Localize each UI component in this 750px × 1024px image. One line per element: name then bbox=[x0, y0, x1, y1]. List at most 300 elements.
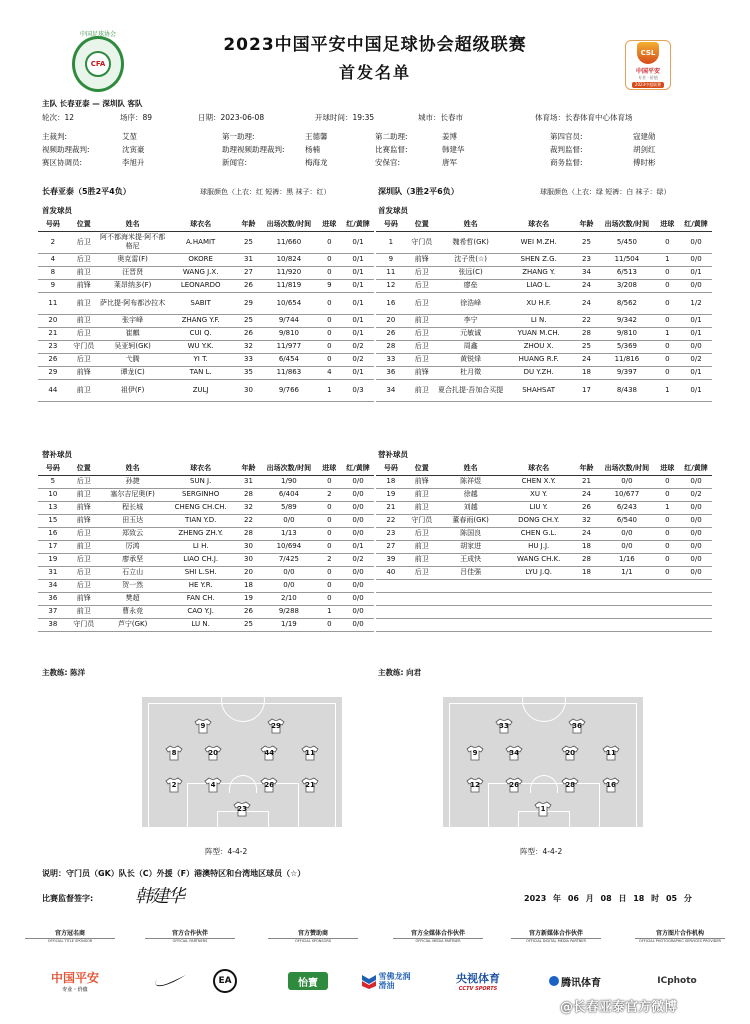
table-cell: 周鑫 bbox=[438, 340, 504, 353]
cctv-text: 央视体育 bbox=[456, 972, 500, 985]
table-cell: 6/454 bbox=[261, 353, 316, 366]
cfa-ring-text: 中国足球协会 bbox=[79, 31, 116, 38]
away-starters-table bbox=[376, 219, 712, 402]
table-cell: 0/1 bbox=[342, 266, 374, 279]
table-row bbox=[38, 514, 374, 527]
table-cell: 莱昂纳多(F) bbox=[100, 279, 166, 292]
csl-sub: 专业 · 价值 bbox=[638, 75, 658, 80]
center-arc bbox=[221, 678, 265, 722]
sponsor-cn: 官方新媒体合作伙伴 bbox=[528, 930, 583, 937]
shirt-number: 33 bbox=[499, 721, 509, 730]
table-cell: 前锋 bbox=[406, 475, 438, 488]
icphoto-text: ICphoto bbox=[657, 976, 697, 986]
table-row bbox=[376, 514, 712, 527]
table-row bbox=[38, 540, 374, 553]
sponsor-labels bbox=[0, 928, 750, 948]
table-cell: 31 bbox=[236, 253, 262, 266]
table-row bbox=[38, 253, 374, 266]
player-shirt bbox=[466, 745, 484, 761]
table-cell: 后卫 bbox=[406, 292, 438, 314]
table-cell: 1/19 bbox=[261, 618, 316, 631]
official-label: 视频助理裁判: bbox=[42, 145, 90, 154]
table-cell bbox=[376, 605, 406, 618]
away-coach: 主教练: 向君 bbox=[378, 668, 422, 677]
column-header: 位置 bbox=[406, 463, 438, 475]
column-header: 球衣名 bbox=[504, 463, 574, 475]
table-cell: 崔麒 bbox=[100, 327, 166, 340]
table-cell: 38 bbox=[38, 618, 68, 631]
home-formation: 阵型：4-4-2 bbox=[205, 847, 248, 856]
table-cell: 程长城 bbox=[100, 501, 166, 514]
table-cell: 0/0 bbox=[599, 540, 654, 553]
column-header: 号码 bbox=[38, 219, 68, 231]
official-value: 杨楠 bbox=[305, 145, 320, 154]
table-cell: 1 bbox=[655, 327, 681, 340]
kickoff-time: 开球时间：19:35 bbox=[315, 113, 375, 122]
table-cell: 32 bbox=[236, 340, 262, 353]
table-cell: 19 bbox=[236, 592, 262, 605]
table-cell: CAO Y.J. bbox=[166, 605, 236, 618]
table-cell: 0 bbox=[317, 475, 343, 488]
table-cell: 0/0 bbox=[599, 527, 654, 540]
table-cell: 0/1 bbox=[680, 266, 712, 279]
table-cell: 0 bbox=[655, 340, 681, 353]
table-row bbox=[376, 379, 712, 401]
official-value: 寇建勋 bbox=[633, 132, 656, 141]
shirt-number: 4 bbox=[210, 780, 216, 789]
table-cell: 17 bbox=[38, 540, 68, 553]
table-cell: 0 bbox=[655, 366, 681, 379]
table-cell: 0/2 bbox=[680, 488, 712, 501]
table-cell: 28 bbox=[376, 340, 406, 353]
shirt-number: 8 bbox=[171, 748, 177, 757]
table-cell: 32 bbox=[574, 514, 600, 527]
table-cell: SHI L.SH. bbox=[166, 566, 236, 579]
table-cell: XU Y. bbox=[504, 488, 574, 501]
table-cell: 18 bbox=[574, 566, 600, 579]
table-cell: 前锋 bbox=[68, 592, 100, 605]
column-header: 红/黄牌 bbox=[342, 463, 374, 475]
table-cell bbox=[504, 618, 574, 631]
table-row bbox=[38, 475, 374, 488]
table-cell: 0/0 bbox=[342, 501, 374, 514]
table-cell: 0/0 bbox=[261, 514, 316, 527]
table-row bbox=[376, 353, 712, 366]
table-cell: LI H. bbox=[166, 540, 236, 553]
away-subs-table bbox=[376, 463, 712, 632]
shirt-number: 2 bbox=[171, 780, 177, 789]
away-kit: 球服颜色（上衣：绿 短裤：白 袜子：绿） bbox=[540, 188, 671, 196]
pingan-text: 中国平安 bbox=[50, 971, 99, 985]
table-cell: DONG CH.Y. bbox=[504, 514, 574, 527]
table-row bbox=[38, 266, 374, 279]
table-cell bbox=[574, 605, 600, 618]
table-cell bbox=[655, 605, 681, 618]
shirt-number: 34 bbox=[509, 748, 519, 757]
table-cell: 0 bbox=[655, 353, 681, 366]
table-cell: 23 bbox=[376, 527, 406, 540]
table-cell: 33 bbox=[236, 353, 262, 366]
table-cell: 前锋 bbox=[68, 366, 100, 379]
table-cell bbox=[574, 579, 600, 592]
table-cell: 24 bbox=[574, 279, 600, 292]
table-cell: 4 bbox=[38, 253, 68, 266]
sponsor-en: OFFICIAL TITLE SPONSOR bbox=[25, 938, 115, 943]
table-cell: 28 bbox=[574, 553, 600, 566]
table-cell: 后卫 bbox=[68, 553, 100, 566]
player-shirt bbox=[602, 777, 620, 793]
table-cell: 吴亚轲(GK) bbox=[100, 340, 166, 353]
table-cell bbox=[504, 579, 574, 592]
table-cell: 22 bbox=[574, 314, 600, 327]
column-header: 年龄 bbox=[574, 463, 600, 475]
ea-circle-icon bbox=[213, 969, 237, 993]
column-header: 年龄 bbox=[574, 219, 600, 231]
column-header: 年龄 bbox=[236, 463, 262, 475]
table-cell: 33 bbox=[376, 353, 406, 366]
table-cell: 22 bbox=[376, 514, 406, 527]
table-cell: 前卫 bbox=[68, 266, 100, 279]
table-cell: 陈国良 bbox=[438, 527, 504, 540]
table-cell: 1/1 bbox=[599, 566, 654, 579]
table-cell: 18 bbox=[376, 475, 406, 488]
table-cell: 后卫 bbox=[68, 327, 100, 340]
table-cell: LU N. bbox=[166, 618, 236, 631]
table-cell bbox=[406, 579, 438, 592]
sponsor-cn: 官方赞助商 bbox=[297, 930, 328, 937]
table-cell: 30 bbox=[236, 379, 262, 401]
table-row bbox=[38, 379, 374, 401]
table-cell: CUI Q. bbox=[166, 327, 236, 340]
shirt-number: 26 bbox=[264, 780, 275, 789]
table-cell: 0 bbox=[655, 279, 681, 292]
table-cell: 11 bbox=[38, 292, 68, 314]
yibao-text: 怡寶 bbox=[298, 977, 318, 989]
table-cell: 18 bbox=[574, 366, 600, 379]
table-cell bbox=[655, 579, 681, 592]
table-cell: 0/2 bbox=[342, 340, 374, 353]
title-line2: 首发名单 bbox=[338, 63, 411, 82]
sponsor-label bbox=[511, 928, 601, 943]
table-cell bbox=[438, 579, 504, 592]
home-subs-table bbox=[38, 463, 374, 632]
table-row bbox=[376, 553, 712, 566]
table-cell: 28 bbox=[236, 527, 262, 540]
table-cell: 1/90 bbox=[261, 475, 316, 488]
csl-shield-icon bbox=[637, 42, 659, 64]
table-cell: 9/766 bbox=[261, 379, 316, 401]
table-cell: 19 bbox=[376, 488, 406, 501]
table-cell: ZHANG Y.F. bbox=[166, 314, 236, 327]
table-cell: 前卫 bbox=[406, 553, 438, 566]
table-cell: SERGINHO bbox=[166, 488, 236, 501]
table-cell: 芦宁(GK) bbox=[100, 618, 166, 631]
table-cell: 前卫 bbox=[68, 605, 100, 618]
empty-row bbox=[376, 618, 712, 631]
column-header: 球衣名 bbox=[166, 219, 236, 231]
column-header: 姓名 bbox=[438, 219, 504, 231]
table-cell: 0/0 bbox=[680, 501, 712, 514]
nike-logo bbox=[150, 966, 190, 996]
match-no: 场序：89 bbox=[120, 113, 153, 122]
table-cell: 10/824 bbox=[261, 253, 316, 266]
table-cell: 11/816 bbox=[599, 353, 654, 366]
table-cell: OKORE bbox=[166, 253, 236, 266]
shirt-number: 28 bbox=[565, 780, 576, 789]
table-cell: 8/562 bbox=[599, 292, 654, 314]
table-cell: 30 bbox=[236, 540, 262, 553]
table-cell: 后卫 bbox=[406, 279, 438, 292]
table-cell bbox=[406, 618, 438, 631]
official-label: 助理视频助理裁判: bbox=[222, 145, 285, 154]
table-cell: 11 bbox=[376, 266, 406, 279]
table-cell: 田玉达 bbox=[100, 514, 166, 527]
table-row bbox=[376, 253, 712, 266]
table-cell: 39 bbox=[376, 553, 406, 566]
column-header: 红/黄牌 bbox=[680, 463, 712, 475]
table-cell: 2/10 bbox=[261, 592, 316, 605]
column-header: 位置 bbox=[68, 463, 100, 475]
column-header: 出场次数/时间 bbox=[599, 463, 654, 475]
table-row bbox=[38, 353, 374, 366]
table-cell: 奥克雷(F) bbox=[100, 253, 166, 266]
table-cell: 10/677 bbox=[599, 488, 654, 501]
table-cell: 守门员 bbox=[406, 514, 438, 527]
table-cell bbox=[376, 592, 406, 605]
tencent-text: 腾讯体育 bbox=[561, 977, 601, 989]
table-cell: HE Y.R. bbox=[166, 579, 236, 592]
tencent-logo bbox=[545, 966, 605, 996]
table-cell: 谭龙(C) bbox=[100, 366, 166, 379]
table-cell: 前卫 bbox=[406, 488, 438, 501]
table-cell: 0 bbox=[317, 314, 343, 327]
table-cell: 25 bbox=[574, 231, 600, 253]
table-cell: 36 bbox=[38, 592, 68, 605]
column-header: 进球 bbox=[655, 463, 681, 475]
official-value: 梅海龙 bbox=[305, 158, 328, 167]
table-row bbox=[38, 501, 374, 514]
table-cell bbox=[680, 592, 712, 605]
table-cell: 0/0 bbox=[680, 475, 712, 488]
table-row bbox=[38, 566, 374, 579]
table-cell: 8 bbox=[38, 266, 68, 279]
table-cell: 0 bbox=[655, 527, 681, 540]
table-row bbox=[376, 231, 712, 253]
player-shirt bbox=[301, 777, 319, 793]
table-row bbox=[376, 527, 712, 540]
table-cell: 0 bbox=[317, 353, 343, 366]
table-cell: YI T. bbox=[166, 353, 236, 366]
table-cell: 0/1 bbox=[680, 327, 712, 340]
table-cell: 31 bbox=[38, 566, 68, 579]
table-row bbox=[38, 327, 374, 340]
table-cell: 20 bbox=[38, 314, 68, 327]
table-row bbox=[38, 488, 374, 501]
table-cell: 廖垒 bbox=[438, 279, 504, 292]
table-cell: 0/0 bbox=[680, 540, 712, 553]
chevron-icon bbox=[362, 973, 376, 989]
home-away: 主队 长春亚泰 — 深圳队 客队 bbox=[42, 99, 143, 108]
table-cell: ZHANG Y. bbox=[504, 266, 574, 279]
table-row bbox=[376, 279, 712, 292]
table-row bbox=[38, 292, 374, 314]
table-cell: 24 bbox=[574, 488, 600, 501]
column-header: 姓名 bbox=[438, 463, 504, 475]
table-cell: 11/819 bbox=[261, 279, 316, 292]
player-shirt bbox=[466, 777, 484, 793]
table-cell: 26 bbox=[236, 327, 262, 340]
table-cell: 前卫 bbox=[68, 540, 100, 553]
table-cell: 5/369 bbox=[599, 340, 654, 353]
table-cell: 樊超 bbox=[100, 592, 166, 605]
table-cell: 0 bbox=[655, 540, 681, 553]
table-cell: 9 bbox=[38, 279, 68, 292]
home-starters-table bbox=[38, 219, 374, 402]
table-cell: 张宇峰 bbox=[100, 314, 166, 327]
official-label: 第四官员: bbox=[550, 132, 583, 141]
official-value: 胡剑红 bbox=[633, 145, 656, 154]
table-cell: 32 bbox=[236, 501, 262, 514]
table-cell: 0/0 bbox=[342, 579, 374, 592]
table-cell: 0/0 bbox=[342, 566, 374, 579]
table-cell: 0/1 bbox=[342, 314, 374, 327]
title-line1: 2023中国平安中国足球协会超级联赛 bbox=[223, 35, 527, 55]
table-cell: 0/0 bbox=[342, 475, 374, 488]
table-cell: 9 bbox=[376, 253, 406, 266]
column-header: 进球 bbox=[317, 219, 343, 231]
table-cell: XU H.F. bbox=[504, 292, 574, 314]
table-row bbox=[376, 366, 712, 379]
shirt-number: 1 bbox=[540, 804, 546, 813]
player-shirt bbox=[568, 718, 586, 734]
column-header: 红/黄牌 bbox=[342, 219, 374, 231]
shirt-number: 44 bbox=[264, 748, 275, 757]
table-cell: 7/425 bbox=[261, 553, 316, 566]
table-cell: 守门员 bbox=[68, 340, 100, 353]
table-cell: 0/0 bbox=[680, 566, 712, 579]
table-row bbox=[376, 488, 712, 501]
table-cell: 0/1 bbox=[342, 540, 374, 553]
table-cell: 18 bbox=[236, 579, 262, 592]
table-cell: 前卫 bbox=[68, 379, 100, 401]
csl-title: 中国平安 bbox=[635, 68, 660, 75]
table-cell: 0/0 bbox=[680, 514, 712, 527]
shirt-number: 36 bbox=[572, 721, 582, 730]
table-cell: 0/0 bbox=[680, 253, 712, 266]
table-cell: 16 bbox=[376, 292, 406, 314]
column-header: 位置 bbox=[68, 219, 100, 231]
nike-swoosh-icon bbox=[153, 974, 187, 988]
shirt-number: 12 bbox=[470, 780, 480, 789]
table-cell: 24 bbox=[574, 292, 600, 314]
table-cell: 11/977 bbox=[261, 340, 316, 353]
table-cell: 夏合扎提·吾加合买提 bbox=[438, 379, 504, 401]
player-shirt bbox=[204, 745, 222, 761]
table-row bbox=[38, 527, 374, 540]
weibo-watermark: @长春亚泰官方微博 bbox=[560, 1000, 678, 1015]
table-cell: 徐浩峰 bbox=[438, 292, 504, 314]
table-cell: 塞尔吉尼奥(F) bbox=[100, 488, 166, 501]
table-cell: 21 bbox=[38, 327, 68, 340]
table-header bbox=[376, 219, 712, 231]
table-cell: 0/1 bbox=[680, 379, 712, 401]
table-row bbox=[38, 618, 374, 631]
center-arc bbox=[522, 678, 566, 722]
city: 城市：长春市 bbox=[418, 113, 463, 122]
table-cell: 陈祥煜 bbox=[438, 475, 504, 488]
official-value: 王德馨 bbox=[305, 132, 328, 141]
table-cell: 0/0 bbox=[261, 566, 316, 579]
table-cell: 后卫 bbox=[68, 527, 100, 540]
sponsor-en: OFFICIAL SPONSORS bbox=[268, 938, 358, 943]
table-cell: 9/342 bbox=[599, 314, 654, 327]
player-shirt bbox=[495, 718, 513, 734]
table-cell: 34 bbox=[376, 379, 406, 401]
sponsor-label bbox=[268, 928, 358, 943]
sponsor-en: OFFICIAL PHOTOGRAPHIC SERVICES PROVIDER bbox=[635, 938, 725, 943]
table-cell bbox=[574, 618, 600, 631]
table-cell: 刘越 bbox=[438, 501, 504, 514]
table-cell: 6/243 bbox=[599, 501, 654, 514]
table-cell: A.HAMIT bbox=[166, 231, 236, 253]
table-cell: 2 bbox=[317, 488, 343, 501]
table-cell: LI N. bbox=[504, 314, 574, 327]
table-cell: 2 bbox=[317, 553, 343, 566]
table-cell: 0 bbox=[655, 314, 681, 327]
table-cell: 0 bbox=[317, 253, 343, 266]
table-cell: 0 bbox=[655, 266, 681, 279]
table-cell: 5/89 bbox=[261, 501, 316, 514]
table-cell: 王成快 bbox=[438, 553, 504, 566]
table-cell: 0 bbox=[317, 618, 343, 631]
table-cell: 0 bbox=[317, 566, 343, 579]
table-cell: 36 bbox=[376, 366, 406, 379]
player-shirt bbox=[505, 745, 523, 761]
table-cell: LEONARDO bbox=[166, 279, 236, 292]
table-cell: 0 bbox=[655, 292, 681, 314]
table-cell: 28 bbox=[574, 327, 600, 340]
table-cell: 前卫 bbox=[406, 379, 438, 401]
column-header: 红/黄牌 bbox=[680, 219, 712, 231]
table-cell: 37 bbox=[38, 605, 68, 618]
shirt-number: 11 bbox=[606, 748, 616, 757]
away-starters-label: 首发球员 bbox=[378, 206, 408, 215]
player-shirt bbox=[602, 745, 620, 761]
shirt-number: 20 bbox=[208, 748, 218, 757]
table-row bbox=[376, 314, 712, 327]
table-cell bbox=[599, 605, 654, 618]
table-cell bbox=[655, 618, 681, 631]
official-label: 比赛监督: bbox=[375, 145, 408, 154]
column-header: 号码 bbox=[376, 219, 406, 231]
table-cell: ZULJ bbox=[166, 379, 236, 401]
table-row bbox=[376, 566, 712, 579]
table-cell: 守门员 bbox=[406, 231, 438, 253]
table-cell: SUN J. bbox=[166, 475, 236, 488]
table-cell: 8/438 bbox=[599, 379, 654, 401]
table-cell: HU J.J. bbox=[504, 540, 574, 553]
table-cell: 44 bbox=[38, 379, 68, 401]
table-cell: 0/1 bbox=[342, 231, 374, 253]
table-cell bbox=[376, 618, 406, 631]
table-cell: 前卫 bbox=[406, 314, 438, 327]
round: 轮次：12 bbox=[42, 113, 75, 122]
table-cell: 祖伊(F) bbox=[100, 379, 166, 401]
table-cell: 1 bbox=[317, 605, 343, 618]
official-label: 裁判监督: bbox=[550, 145, 583, 154]
table-cell: 0 bbox=[317, 514, 343, 527]
legend-note: 说明：守门员（GK）队长（C）外援（F）港澳特区和台湾地区球员（☆） bbox=[42, 869, 306, 878]
